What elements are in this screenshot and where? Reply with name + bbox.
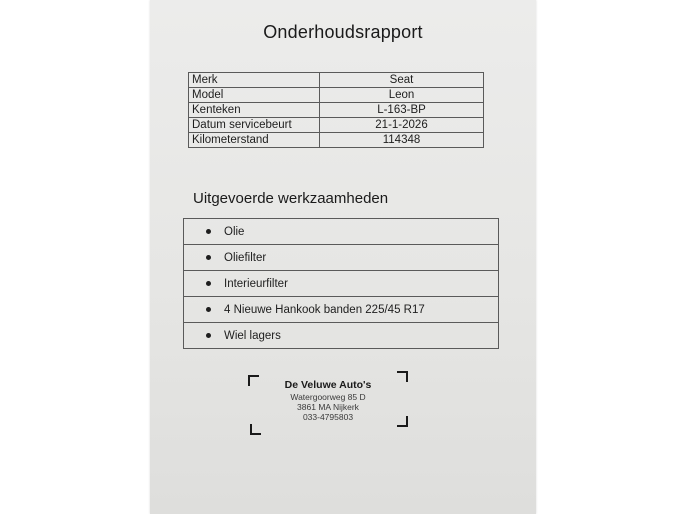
tasks-list [183, 218, 499, 349]
bullet-icon [206, 333, 211, 338]
company-stamp [248, 371, 408, 435]
task-label: Wiel lagers [224, 329, 281, 342]
table-row [189, 88, 484, 103]
stamp-street: Watergoorweg 85 D [290, 392, 366, 402]
table-row [189, 103, 484, 118]
list-item [183, 218, 499, 245]
stamp-corner-mark [250, 424, 261, 435]
row-value-datum: 21-1-2026 [320, 118, 484, 133]
stamp-text [248, 379, 408, 422]
list-item [183, 323, 499, 349]
row-label-kenteken: Kenteken [189, 103, 320, 118]
stamp-phone: 033-4795803 [302, 412, 354, 422]
table-row [189, 118, 484, 133]
task-label: Olie [224, 225, 245, 238]
list-item [183, 297, 499, 323]
list-item [183, 245, 499, 271]
bullet-icon [206, 281, 211, 286]
bullet-icon [206, 229, 211, 234]
tasks-section-title: Uitgevoerde werkzaamheden [193, 190, 389, 207]
bullet-icon [206, 307, 211, 312]
task-label: Interieurfilter [224, 277, 288, 290]
row-value-merk: Seat [320, 73, 484, 88]
stamp-city: 3861 MA Nijkerk [297, 402, 359, 412]
stamp-company-name: De Veluwe Auto's [284, 379, 372, 391]
list-item [183, 271, 499, 297]
table-row [189, 73, 484, 88]
vehicle-info-table [188, 72, 484, 148]
row-value-kilometerstand: 114348 [320, 133, 484, 148]
table-row [189, 133, 484, 148]
row-label-datum: Datum servicebeurt [189, 118, 320, 133]
document-title: Onderhoudsrapport [263, 22, 423, 42]
task-label: 4 Nieuwe Hankook banden 225/45 R17 [224, 303, 425, 316]
task-label: Oliefilter [224, 251, 267, 264]
paper-sheet [150, 0, 536, 514]
row-value-kenteken: L-163-BP [320, 103, 484, 118]
row-label-model: Model [189, 88, 320, 103]
row-value-model: Leon [320, 88, 484, 103]
row-label-merk: Merk [189, 73, 320, 88]
bullet-icon [206, 255, 211, 260]
row-label-kilometerstand: Kilometerstand [189, 133, 320, 148]
